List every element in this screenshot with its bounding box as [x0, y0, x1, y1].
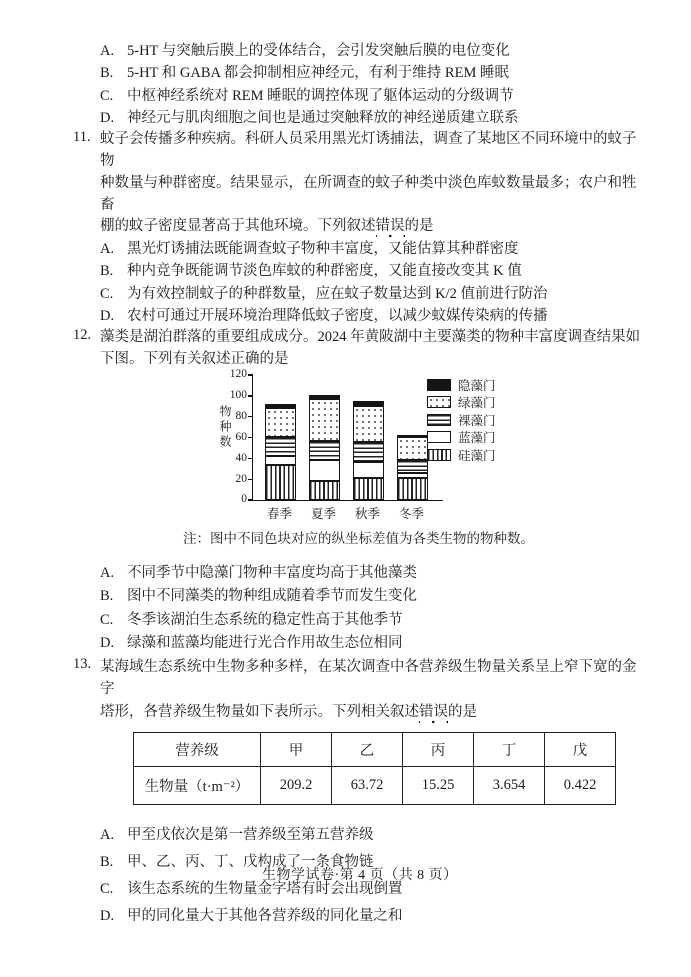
bar-segment [309, 481, 340, 500]
bar-segment [265, 408, 296, 437]
option-letter: B. [100, 263, 114, 280]
option-row [100, 305, 638, 327]
legend-swatch [427, 379, 451, 391]
stem-line: 蚊子会传播多种疾病。科研人员采用黑光灯诱捕法，调查了某地区不同环境中的蚊子物 [100, 131, 637, 169]
option-row [100, 632, 645, 656]
stem-line [100, 216, 638, 238]
table-cell: 0.422 [545, 767, 616, 805]
x-tick-label: 冬季 [398, 506, 424, 521]
stem-emphasis: 错误 [419, 704, 448, 724]
stem-text: 的是 [404, 218, 434, 235]
y-tick-mark [248, 395, 253, 396]
y-tick-mark [248, 479, 253, 480]
bar-segment [265, 465, 296, 500]
x-axis-labels [252, 504, 442, 522]
bar-segment [397, 437, 428, 460]
option-letter: C. [100, 881, 114, 898]
option-row [100, 85, 638, 107]
table-header-cell: 营养级 [134, 733, 261, 767]
legend-label: 绿藻门 [458, 396, 496, 411]
option-text: 该生态系统的生物量金字塔有时会出现倒置 [127, 881, 403, 898]
option-letter: D. [100, 635, 115, 652]
option-row [100, 62, 638, 84]
option-text: 冬季该湖泊生态系统的稳定性高于其他季节 [127, 611, 403, 628]
legend-swatch [427, 431, 451, 443]
question-body [100, 656, 638, 930]
table-row [134, 767, 616, 805]
chart-legend [427, 376, 496, 464]
option-text: 图中不同藻类的物种组成随着季节而发生变化 [127, 588, 417, 605]
page-content [73, 40, 641, 930]
y-tick-mark [248, 416, 253, 417]
option-text: 种内竞争既能调节淡色库蚊的种群密度，又能直接改变其 K 值 [127, 263, 522, 280]
bar-segment [265, 456, 296, 464]
stacked-bar [309, 395, 340, 500]
stacked-bar [265, 404, 296, 500]
table-cell: 15.25 [403, 767, 474, 805]
option-letter: C. [100, 285, 114, 302]
option-text: 神经元与肌肉细胞之间也是通过突触释放的神经递质建立联系 [127, 109, 519, 126]
question-number: 12. [73, 327, 92, 344]
option-text: 中枢神经系统对 REM 睡眠的调控体现了躯体运动的分级调节 [127, 87, 514, 104]
option-letter: A. [100, 564, 115, 581]
option-row [100, 40, 638, 62]
option-text: 5-HT 和 GABA 都会抑制相应神经元，有利于维持 REM 睡眠 [127, 65, 509, 82]
legend-swatch [427, 449, 451, 461]
legend-label: 隐藻门 [458, 378, 496, 393]
y-tick-label: 60 [235, 430, 247, 443]
question-10-options [73, 40, 638, 129]
option-row [100, 609, 645, 633]
y-tick-label: 100 [229, 389, 247, 402]
y-axis-label: 物种数 [218, 404, 232, 450]
table-header-cell: 戊 [545, 733, 616, 767]
y-tick-label: 120 [229, 368, 247, 381]
option-text: 为有效控制蚊子的种群数量，应在蚊子数量达到 K/2 值前进行防治 [127, 285, 548, 302]
question-11 [73, 129, 638, 327]
y-axis-ticks [211, 368, 247, 506]
option-text: 甲的同化量大于其他各营养级的同化量之和 [127, 907, 403, 924]
legend-item [427, 393, 496, 411]
question-body [100, 327, 645, 656]
bar-segment [353, 442, 384, 463]
option-letter: C. [100, 87, 114, 104]
option-letter: C. [100, 611, 114, 628]
table-cell: 3.654 [474, 767, 545, 805]
question-12-options [100, 562, 645, 656]
bar-segment [309, 399, 340, 441]
option-text: 不同季节中隐藻门物种丰富度均高于其他藻类 [127, 564, 417, 581]
bar-segment [309, 441, 340, 461]
x-tick-label: 夏季 [310, 506, 336, 521]
bar-segment [265, 437, 296, 456]
option-letter: B. [100, 854, 114, 871]
table-header-row [134, 733, 616, 767]
stem-line: 种数量与种群密度。结果显示，在所调查的蚊子种类中淡色库蚊数量最多；农户和牲畜 [100, 174, 637, 213]
stem-text: 的是 [448, 703, 477, 720]
option-row [100, 585, 645, 609]
y-tick-mark [248, 458, 253, 459]
option-row [100, 107, 638, 129]
question-12 [73, 327, 641, 656]
legend-label: 硅藻门 [458, 448, 496, 463]
option-row [100, 283, 638, 305]
option-letter: D. [100, 308, 115, 325]
option-letter: A. [100, 43, 115, 59]
option-row [100, 238, 638, 260]
stem-line: 下图。下列有关叙述正确的是 [100, 351, 289, 368]
option-letter: D. [100, 907, 115, 924]
option-letter: A. [100, 241, 115, 258]
bar-segment [309, 460, 340, 481]
table-header-cell: 丁 [474, 733, 545, 767]
y-tick-label: 20 [235, 472, 247, 485]
option-text: 甲至戊依次是第一营养级至第五营养级 [127, 827, 374, 844]
question-11-options [100, 238, 638, 327]
bar-segment [353, 478, 384, 500]
option-text: 绿藻和蓝藻均能进行光合作用故生态位相同 [127, 635, 403, 652]
stem-line [100, 701, 638, 724]
page-footer: 生物学试卷·第 4 页（共 8 页） [262, 868, 458, 883]
option-text: 黑光灯诱捕法既能调查蚊子物种丰富度，又能估算其种群密度 [127, 241, 519, 258]
legend-item [427, 446, 496, 464]
option-text: 5-HT 与突触后膜上的受体结合，会引发突触后膜的电位变化 [127, 43, 510, 59]
y-tick-mark [248, 499, 253, 500]
stem-text: 棚的蚊子密度显著高于其他环境。下列叙述 [100, 218, 376, 235]
y-tick-label: 80 [235, 410, 247, 423]
stem-line: 某海域生态系统中生物多种多样，在某次调查中各营养级生物量关系呈上窄下宽的金字 [100, 658, 637, 698]
table-cell: 63.72 [332, 767, 403, 805]
question-body [100, 129, 638, 327]
option-text: 甲、乙、丙、丁、戊构成了一条食物链 [127, 854, 374, 871]
bar-segment [353, 462, 384, 478]
question-number: 11. [73, 129, 91, 146]
stacked-bar [397, 435, 428, 500]
table-header-cell: 乙 [332, 733, 403, 767]
option-row [100, 562, 645, 586]
table-cell: 209.2 [261, 767, 332, 805]
legend-swatch [427, 414, 451, 426]
algae-richness-chart [205, 368, 645, 525]
legend-item [427, 428, 496, 446]
y-tick-label: 40 [235, 451, 247, 464]
y-tick-mark [248, 437, 253, 438]
option-row [100, 822, 638, 849]
option-row [100, 260, 638, 282]
option-text: 农村可通过开展环境治理降低蚊子密度，以减少蚊媒传染病的传播 [127, 308, 548, 325]
option-letter: D. [100, 109, 115, 126]
y-tick-label: 0 [241, 493, 247, 506]
table-header-cell: 丙 [403, 733, 474, 767]
legend-swatch [427, 396, 451, 408]
legend-item [427, 376, 496, 394]
stacked-bar [353, 401, 384, 500]
option-letter: B. [100, 65, 114, 82]
option-row [100, 903, 638, 930]
stem-emphasis: 错误 [376, 218, 405, 238]
biomass-table [133, 732, 616, 805]
legend-item [427, 411, 496, 429]
legend-label: 裸藻门 [458, 413, 496, 428]
question-number: 13. [73, 655, 92, 672]
bar-segment [353, 406, 384, 441]
x-tick-label: 秋季 [354, 506, 380, 521]
chart-bars [253, 375, 443, 500]
stem-line: 藻类是湖泊群落的重要组成成分。2024 年黄陂湖中主要藻类的物种丰富度调查结果如 [100, 329, 641, 346]
chart-plot [252, 375, 443, 501]
option-letter: B. [100, 588, 114, 605]
x-tick-label: 春季 [266, 506, 292, 521]
stem-text: 塔形，各营养级生物量如下表所示。下列相关叙述 [100, 703, 419, 720]
question-13 [73, 656, 638, 930]
bar-segment [397, 460, 428, 473]
table-cell: 生物量（t·m⁻²） [134, 767, 261, 805]
bar-segment [397, 478, 428, 500]
table-header-cell: 甲 [261, 733, 332, 767]
chart-footnote: 注：图中不同色块对应的纵坐标差值为各类生物的物种数。 [183, 530, 534, 546]
option-letter: A. [100, 827, 115, 844]
legend-label: 蓝藻门 [458, 431, 496, 446]
y-tick-mark [248, 374, 253, 375]
